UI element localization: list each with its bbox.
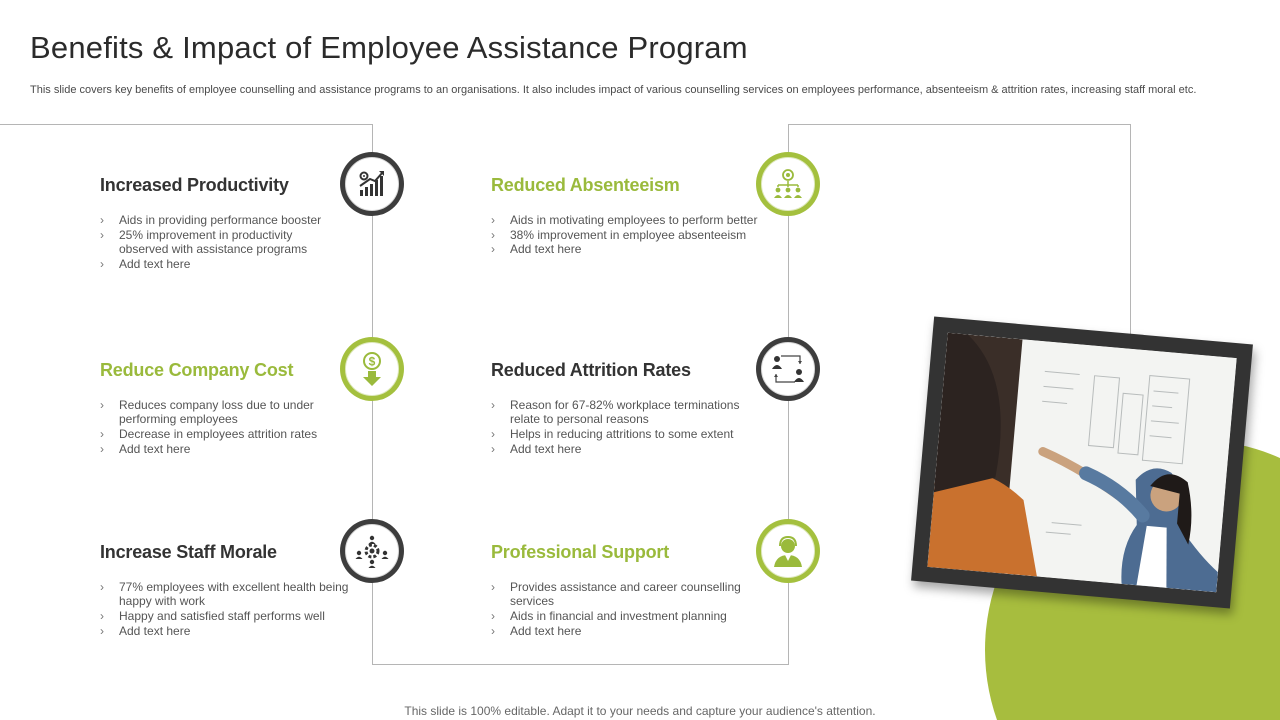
section-reduce-company-cost <box>100 360 370 456</box>
bullet-item: › Reduces company loss due to under performing employees <box>100 398 320 427</box>
section-reduced-absenteeism <box>491 175 761 257</box>
bullet-item: › Aids in providing performance booster <box>100 213 370 227</box>
section-increase-staff-morale <box>100 542 370 638</box>
bullet-item: › 25% improvement in productivity observed with assistance programs <box>100 228 315 257</box>
svg-text:$: $ <box>368 354 376 369</box>
bullet-item: › Add text here <box>100 624 370 638</box>
bottom-line <box>372 664 789 665</box>
bullet-item: › Add text here <box>491 442 761 456</box>
company-cost-icon-circle <box>340 337 404 401</box>
bullet-item: › 77% employees with excellent health being happy with work <box>100 580 355 609</box>
footer-note: This slide is 100% editable. Adapt it to your needs and capture your audience's attention. <box>404 704 876 718</box>
page-subtitle: This slide covers key benefits of employee counselling and assistance programs to an organisations. It also includes impact of various counselling services on employees performance, absenteeism & attrition rates, increasing staff moral etc. <box>30 84 1197 96</box>
bullet-item: › Add text here <box>100 257 370 271</box>
bullet-item: › 38% improvement in employee absenteeism <box>491 228 761 242</box>
absenteeism-icon-circle <box>756 152 820 216</box>
support-person-icon <box>772 534 804 568</box>
productivity-icon-circle <box>340 152 404 216</box>
section-title: Increased Productivity <box>100 175 289 195</box>
staff-morale-icon-circle <box>340 519 404 583</box>
section-title: Reduce Company Cost <box>100 360 294 380</box>
bullet-item: › Aids in motivating employees to perform better <box>491 213 761 227</box>
bullet-item: › Add text here <box>100 442 370 456</box>
bullet-list <box>100 580 370 638</box>
bullet-list <box>100 213 370 271</box>
top-right-line <box>788 124 1130 125</box>
bullet-item: › Add text here <box>491 624 761 638</box>
bullet-list <box>100 398 370 456</box>
bullet-list <box>491 398 761 456</box>
section-reduced-attrition-rates <box>491 360 761 456</box>
dollar-down-arrow-icon <box>357 351 387 387</box>
bullet-item: › Helps in reducing attritions to some extent <box>491 427 761 441</box>
bullet-item: › Aids in financial and investment planning <box>491 609 761 623</box>
presentation-photo <box>927 333 1236 592</box>
right-vertical-line <box>1130 124 1131 344</box>
section-increased-productivity <box>100 175 370 271</box>
productivity-chart-icon <box>356 168 388 200</box>
photo-frame <box>911 317 1253 609</box>
section-title: Reduced Absenteeism <box>491 175 680 195</box>
section-title: Increase Staff Morale <box>100 542 277 562</box>
section-professional-support <box>491 542 761 638</box>
bullet-item: › Reason for 67-82% workplace terminations relate to personal reasons <box>491 398 746 427</box>
attrition-icon-circle <box>756 337 820 401</box>
bullet-list <box>491 213 761 257</box>
bullet-list <box>491 580 761 638</box>
page-title: Benefits & Impact of Employee Assistance Program <box>30 30 748 65</box>
bullet-item: › Decrease in employees attrition rates <box>100 427 370 441</box>
bullet-item: › Add text here <box>491 242 761 256</box>
presentation-photo-icon <box>927 333 1236 592</box>
team-target-icon <box>771 168 805 200</box>
section-title: Reduced Attrition Rates <box>491 360 691 380</box>
people-exchange-icon <box>771 352 805 386</box>
team-gear-icon <box>355 534 389 568</box>
top-left-line <box>0 124 372 125</box>
support-icon-circle <box>756 519 820 583</box>
section-title: Professional Support <box>491 542 670 562</box>
bullet-item: › Happy and satisfied staff performs well <box>100 609 370 623</box>
bullet-item: › Provides assistance and career counselling services <box>491 580 746 609</box>
